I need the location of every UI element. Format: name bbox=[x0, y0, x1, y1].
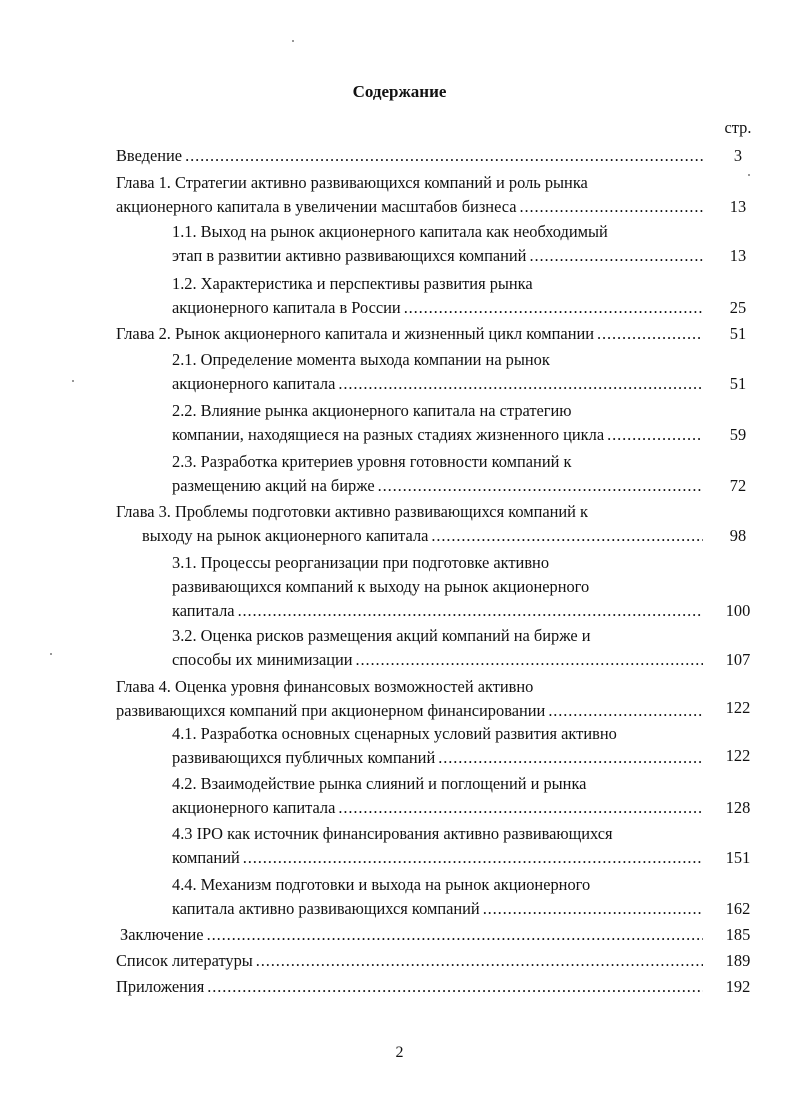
toc-entry-section-4-3 bbox=[172, 822, 706, 870]
toc-entry-section-2-1 bbox=[172, 348, 706, 396]
leader-dots bbox=[338, 796, 703, 820]
toc-entry-text: акционерного капитала bbox=[172, 374, 336, 393]
page-title: Содержание bbox=[352, 82, 447, 101]
toc-entry-text: 4.3 IPO как источник финансирования активно развивающихся bbox=[172, 824, 613, 843]
toc-entry-text: 4.4. Механизм подготовки и выхода на рынок акционерного bbox=[172, 875, 591, 894]
leader-dots bbox=[431, 524, 703, 548]
toc-entry-text: Введение bbox=[116, 146, 183, 165]
leader-dots bbox=[438, 746, 703, 770]
toc-entry-section-2-2 bbox=[172, 399, 706, 447]
toc-page-number: 98 bbox=[729, 526, 747, 545]
toc-entry-text: Заключение bbox=[120, 925, 204, 944]
leader-dots bbox=[238, 599, 703, 623]
toc-entry-text: акционерного капитала в России bbox=[172, 298, 401, 317]
toc-entry-text: выходу на рынок акционерного капитала bbox=[142, 526, 429, 545]
toc-entry-text: акционерного капитала в увеличении масштабов бизнеса bbox=[116, 197, 517, 216]
toc-page-number: 128 bbox=[725, 798, 751, 817]
leader-dots bbox=[338, 372, 703, 396]
toc-page-number: 122 bbox=[725, 698, 751, 717]
toc-entry-appendices bbox=[116, 975, 706, 999]
toc-entry-text: Глава 4. Оценка уровня финансовых возможностей активно bbox=[116, 677, 534, 696]
toc-page-number: 51 bbox=[729, 374, 747, 393]
toc-entry-text: Глава 1. Стратегии активно развивающихся компаний и роль рынка bbox=[116, 173, 588, 192]
toc-entry-bibliography bbox=[116, 949, 706, 973]
toc-entry-section-4-1 bbox=[172, 722, 706, 770]
leader-dots bbox=[597, 322, 703, 346]
toc-entry-text: 4.1. Разработка основных сценарных условий развития активно bbox=[172, 724, 617, 743]
toc-entry-section-1-2 bbox=[172, 272, 706, 320]
toc-entry-section-4-4 bbox=[172, 873, 706, 921]
toc-entry-text: 2.3. Разработка критериев уровня готовности компаний к bbox=[172, 452, 572, 471]
toc-entry-text: Приложения bbox=[116, 977, 205, 996]
toc-entry-text: 1.1. Выход на рынок акционерного капитала как необходимый bbox=[172, 222, 608, 241]
leader-dots bbox=[529, 244, 703, 268]
leader-dots bbox=[378, 474, 703, 498]
toc-entry-text: компаний bbox=[172, 848, 240, 867]
toc-entry-chapter-2 bbox=[116, 322, 706, 346]
toc-entry-section-2-3 bbox=[172, 450, 706, 498]
leader-dots bbox=[520, 195, 703, 219]
toc-entry-text: 4.2. Взаимодействие рынка слияний и поглощений и рынка bbox=[172, 774, 587, 793]
toc-entry-text: этап в развитии активно развивающихся компаний bbox=[172, 246, 527, 265]
toc-entry-text: капитала bbox=[172, 601, 235, 620]
toc-entry-section-1-1 bbox=[172, 220, 706, 268]
toc-entry-text: Глава 2. Рынок акционерного капитала и жизненный цикл компании bbox=[116, 324, 595, 343]
leader-dots bbox=[207, 923, 703, 947]
toc-page-number: 162 bbox=[725, 899, 751, 918]
leader-dots bbox=[483, 897, 703, 921]
toc-page-number: 122 bbox=[725, 746, 751, 765]
toc-entry-chapter-1 bbox=[116, 171, 706, 219]
toc-entry-section-3-2 bbox=[172, 624, 706, 672]
toc-entry-text: 3.1. Процессы реорганизации при подготовке активно bbox=[172, 553, 550, 572]
toc-entry-text: Список литературы bbox=[116, 951, 253, 970]
toc-entry-text: капитала активно развивающихся компаний bbox=[172, 899, 480, 918]
scan-speck bbox=[50, 653, 52, 655]
toc-page-number: 107 bbox=[725, 650, 751, 669]
scan-speck bbox=[748, 174, 750, 176]
leader-dots bbox=[356, 648, 703, 672]
toc-entry-section-4-2 bbox=[172, 772, 706, 820]
toc-entry-text: способы их минимизации bbox=[172, 650, 353, 669]
toc-entry-text: 1.2. Характеристика и перспективы развития рынка bbox=[172, 274, 533, 293]
leader-dots bbox=[185, 144, 703, 168]
leader-dots bbox=[256, 949, 703, 973]
leader-dots bbox=[207, 975, 703, 999]
toc-page-number: 185 bbox=[725, 925, 751, 944]
toc-page-number: 3 bbox=[733, 146, 743, 165]
toc-page-number: 51 bbox=[729, 324, 747, 343]
toc-entry-introduction bbox=[116, 144, 706, 168]
toc-entry-text: размещению акций на бирже bbox=[172, 476, 375, 495]
toc-page-number: 25 bbox=[729, 298, 747, 317]
toc-page-number: 72 bbox=[729, 476, 747, 495]
toc-entry-text: развивающихся компаний при акционерном финансировании bbox=[116, 701, 546, 720]
scan-speck bbox=[72, 380, 74, 382]
toc-page-number: 189 bbox=[725, 951, 751, 970]
toc-entry-text: акционерного капитала bbox=[172, 798, 336, 817]
toc-entry-text: развивающихся публичных компаний bbox=[172, 748, 436, 767]
leader-dots bbox=[607, 423, 703, 447]
pages-column-header: стр. bbox=[724, 118, 752, 137]
toc-page-number: 13 bbox=[729, 246, 747, 265]
leader-dots bbox=[243, 846, 703, 870]
toc-entry-chapter-3 bbox=[116, 500, 706, 548]
toc-page-number: 151 bbox=[725, 848, 751, 867]
toc-entry-text: компании, находящиеся на разных стадиях жизненного цикла bbox=[172, 425, 605, 444]
toc-page-number: 100 bbox=[725, 601, 751, 620]
toc-entry-text: 3.2. Оценка рисков размещения акций компаний на бирже и bbox=[172, 626, 591, 645]
leader-dots bbox=[548, 699, 703, 723]
scan-speck bbox=[292, 40, 294, 42]
toc-entry-section-3-1 bbox=[172, 551, 706, 623]
toc-page-number: 59 bbox=[729, 425, 747, 444]
toc-entry-text: 2.1. Определение момента выхода компании на рынок bbox=[172, 350, 550, 369]
toc-page-number: 192 bbox=[725, 977, 751, 996]
toc-entry-text: Глава 3. Проблемы подготовки активно развивающихся компаний к bbox=[116, 502, 589, 521]
toc-page-number: 13 bbox=[729, 197, 747, 216]
toc-entry-chapter-4 bbox=[116, 675, 706, 723]
page-number: 2 bbox=[395, 1044, 404, 1061]
leader-dots bbox=[404, 296, 703, 320]
toc-entry-conclusion bbox=[120, 923, 706, 947]
toc-entry-text: 2.2. Влияние рынка акционерного капитала на стратегию bbox=[172, 401, 572, 420]
toc-entry-text: развивающихся компаний к выходу на рынок акционерного bbox=[172, 577, 590, 596]
